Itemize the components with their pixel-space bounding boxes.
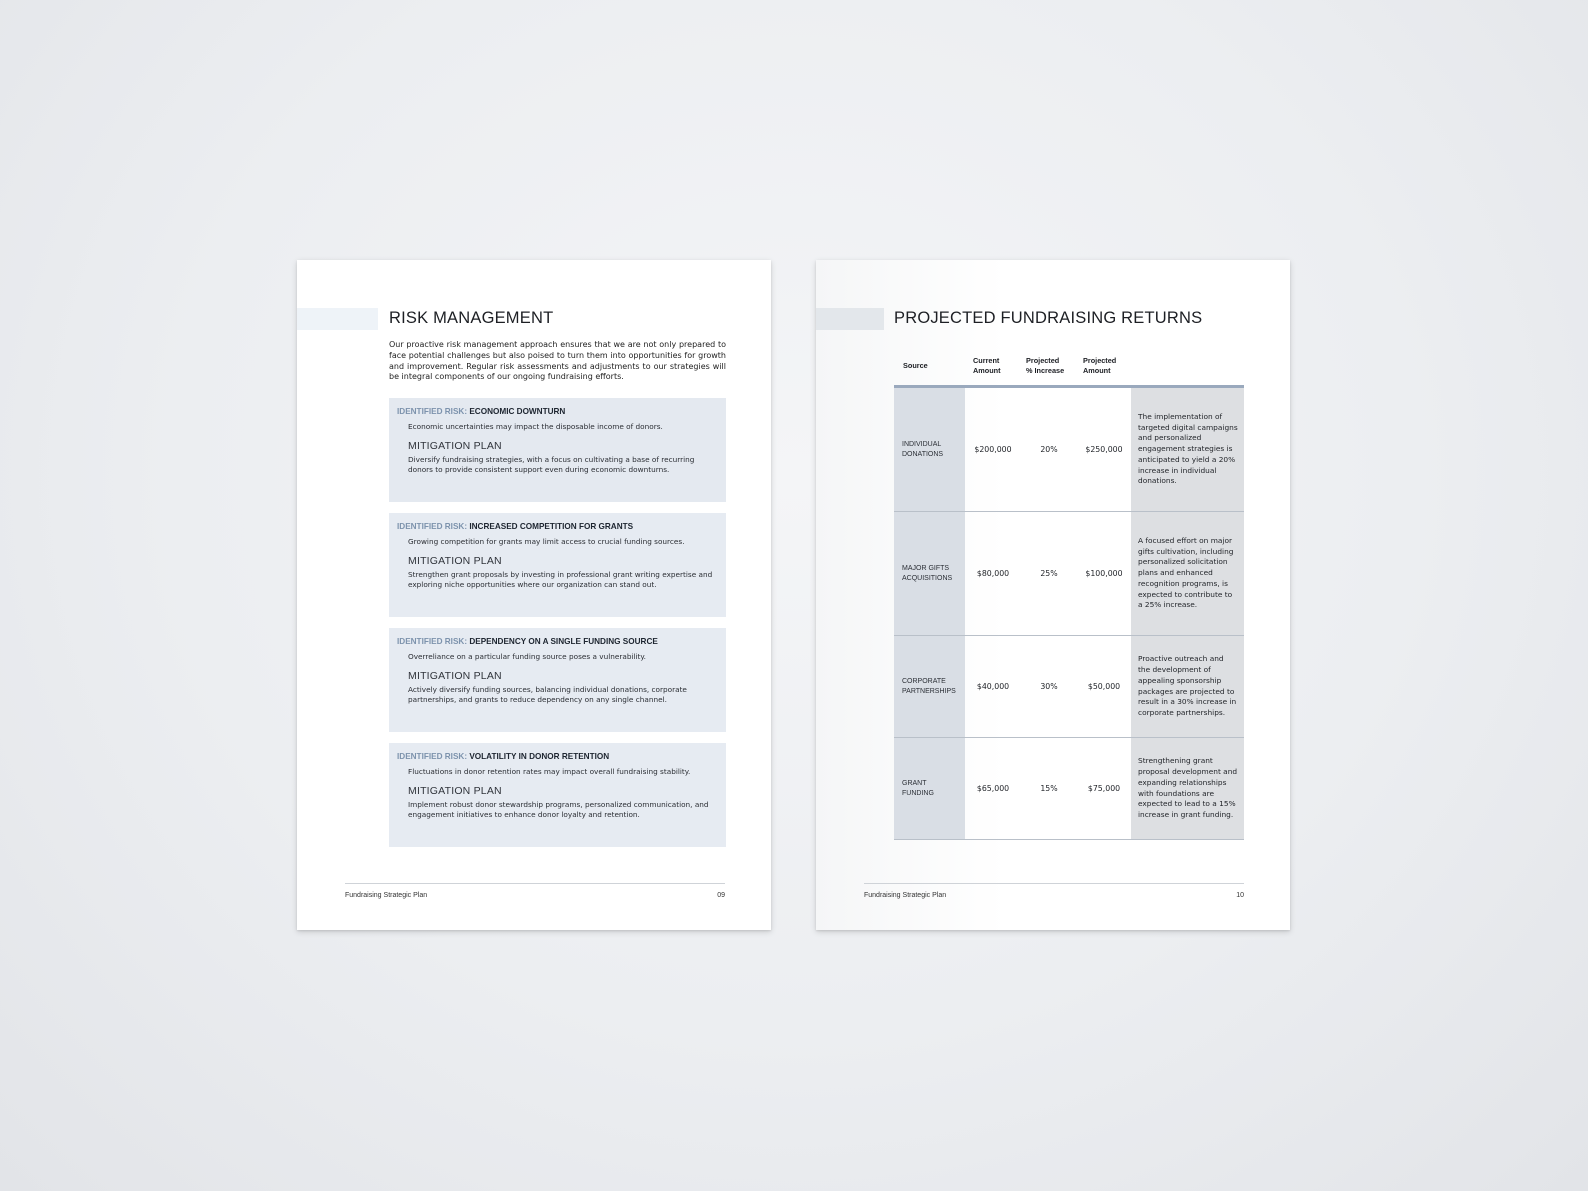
cell-projected-amount: $100,000	[1085, 569, 1123, 578]
table-row	[894, 512, 1244, 636]
title-accent-tab	[297, 308, 378, 330]
note-text: Proactive outreach and the development of appealing sponsorship packages are projected to result in a 30% increase in corporate partnerships.	[1138, 654, 1237, 717]
page-risk-management	[297, 260, 771, 930]
source-line: MAJOR GIFTS	[902, 564, 950, 572]
cell-note	[1131, 738, 1244, 839]
cell-projected-increase: 20%	[1040, 445, 1058, 454]
risk-description: Growing competition for grants may limit access to crucial funding sources.	[408, 537, 685, 546]
page-title: RISK MANAGEMENT	[389, 309, 554, 327]
header-line: % Increase	[1026, 366, 1065, 375]
source-line: CORPORATE	[902, 677, 946, 685]
note-text: The implementation of targeted digital campaigns and personalized engagement strategies is anticipated to yield a 20% increase in individual donations.	[1138, 412, 1238, 486]
mitigation-title: MITIGATION PLAN	[408, 670, 502, 682]
source-line: GRANT	[902, 779, 927, 787]
source-line: INDIVIDUAL	[902, 440, 942, 448]
cell-source	[894, 512, 965, 635]
cell-projected-increase: 30%	[1040, 682, 1058, 691]
mitigation-description: Diversify fundraising strategies, with a focus on cultivating a base of recurring donors to provide consistent support even during economic downturns.	[408, 455, 695, 474]
page-number: 10	[1236, 892, 1244, 899]
mitigation-description: Strengthen grant proposals by investing in professional grant writing expertise and exploring niche opportunities where our organization can stand out.	[408, 570, 713, 589]
page-number: 09	[717, 892, 725, 899]
source-line: ACQUISITIONS	[902, 574, 953, 582]
title-accent-tab	[816, 308, 884, 330]
cell-current-amount: $200,000	[974, 445, 1012, 454]
note-text: Strengthening grant proposal development and expanding relationships with foundations are expected to lead to a 15% increase in grant funding.	[1138, 756, 1238, 819]
risk-name: INCREASED COMPETITION FOR GRANTS	[469, 522, 634, 531]
mitigation-title: MITIGATION PLAN	[408, 440, 502, 452]
risk-name: VOLATILITY IN DONOR RETENTION	[469, 752, 610, 761]
mitigation-description: Implement robust donor stewardship programs, personalized communication, and engagement initiatives to enhance donor loyalty and retention.	[408, 800, 709, 819]
source-line: PARTNERSHIPS	[902, 687, 956, 695]
risk-card-single-funding-source	[389, 628, 726, 732]
risk-heading	[397, 637, 718, 646]
risk-card-donor-retention	[389, 743, 726, 847]
risk-description: Economic uncertainties may impact the disposable income of donors.	[408, 422, 663, 431]
risk-name: ECONOMIC DOWNTURN	[469, 407, 566, 416]
risk-prefix: IDENTIFIED RISK:	[397, 407, 468, 416]
table-row	[894, 388, 1244, 512]
risk-card-grant-competition	[389, 513, 726, 617]
risk-heading	[397, 752, 718, 761]
header-projected-increase	[1026, 356, 1064, 376]
page-projected-returns	[816, 260, 1290, 930]
table-row	[894, 636, 1244, 738]
risk-card-economic-downturn	[389, 398, 726, 502]
table-row	[894, 738, 1244, 840]
header-source: Source	[903, 361, 928, 370]
cell-projected-amount: $50,000	[1087, 682, 1121, 691]
footer-title: Fundraising Strategic Plan	[345, 892, 428, 899]
risk-prefix: IDENTIFIED RISK:	[397, 637, 468, 646]
header-line: Amount	[1083, 366, 1111, 375]
footer-divider	[864, 883, 1244, 884]
cell-note	[1131, 388, 1244, 511]
mitigation-description: Actively diversify funding sources, balancing individual donations, corporate partnerships, and grants to reduce dependency on any single channel.	[408, 685, 687, 704]
source-line: FUNDING	[902, 789, 934, 797]
risk-name: DEPENDENCY ON A SINGLE FUNDING SOURCE	[469, 637, 658, 646]
cell-projected-amount: $250,000	[1085, 445, 1123, 454]
header-current-amount	[973, 356, 1001, 376]
source-line: DONATIONS	[902, 450, 944, 458]
returns-table	[894, 350, 1244, 840]
risk-description: Fluctuations in donor retention rates may impact overall fundraising stability.	[408, 767, 691, 776]
header-line: Current	[973, 356, 1000, 365]
cell-note	[1131, 512, 1244, 635]
table-header	[894, 350, 1244, 388]
header-line: Projected	[1083, 356, 1117, 365]
cell-current-amount: $80,000	[976, 569, 1010, 578]
cell-current-amount: $65,000	[976, 784, 1010, 793]
mitigation-title: MITIGATION PLAN	[408, 785, 502, 797]
cell-source	[894, 738, 965, 839]
footer-divider	[345, 883, 725, 884]
risk-prefix: IDENTIFIED RISK:	[397, 522, 468, 531]
cell-source	[894, 388, 965, 511]
cell-projected-amount: $75,000	[1087, 784, 1121, 793]
risk-heading	[397, 407, 718, 416]
cell-current-amount: $40,000	[976, 682, 1010, 691]
footer-title: Fundraising Strategic Plan	[864, 892, 947, 899]
risk-prefix: IDENTIFIED RISK:	[397, 752, 468, 761]
header-line: Projected	[1026, 356, 1060, 365]
intro-paragraph: Our proactive risk management approach ensures that we are not only prepared to face potential challenges but also poised to turn them into opportunities for growth and improvement. Regular risk assessments and adjustments to our strategies will be integral components of our ongoing fundraising efforts.	[389, 340, 726, 382]
page-title: PROJECTED FUNDRAISING RETURNS	[894, 309, 1203, 327]
header-line: Amount	[973, 366, 1001, 375]
note-text: A focused effort on major gifts cultivation, including personalized solicitation plans and enhanced recognition programs, is expected to contribute to a 25% increase.	[1138, 536, 1234, 610]
header-projected-amount	[1083, 356, 1116, 376]
mitigation-title: MITIGATION PLAN	[408, 555, 502, 567]
cell-projected-increase: 15%	[1040, 784, 1058, 793]
risk-heading	[397, 522, 718, 531]
cell-source	[894, 636, 965, 737]
cell-projected-increase: 25%	[1040, 569, 1058, 578]
risk-description: Overreliance on a particular funding source poses a vulnerability.	[408, 652, 646, 661]
cell-note	[1131, 636, 1244, 737]
